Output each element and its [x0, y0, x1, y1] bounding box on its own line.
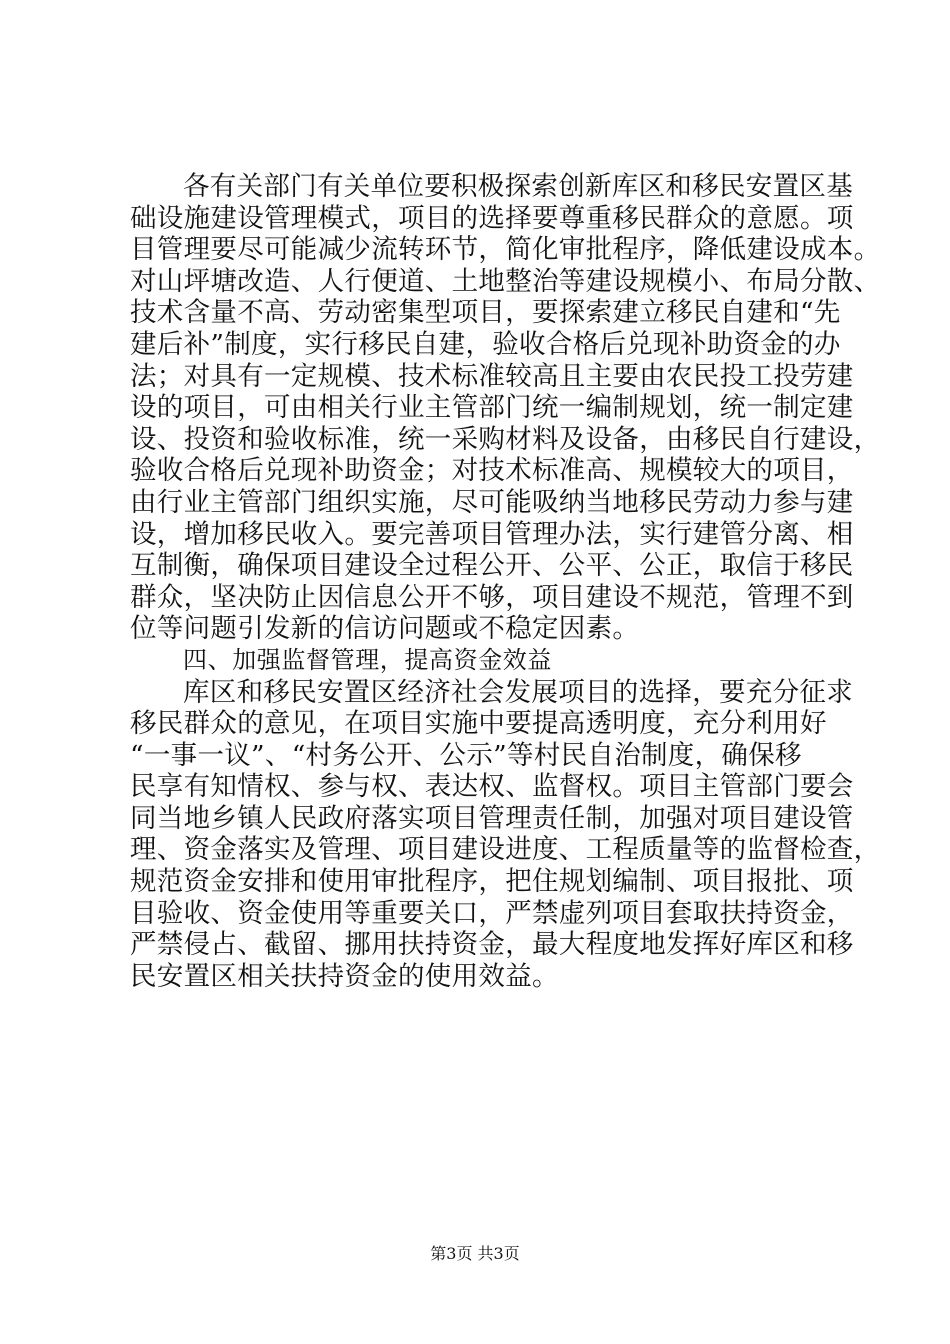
section-heading: 四、加强监督管理，提高资金效益	[183, 645, 552, 674]
text-line: 建后补”制度，实行移民自建，验收合格后兑现补助资金的办	[130, 328, 841, 360]
text-line: 规范资金安排和使用审批程序，把住规划编制、项目报批、项	[130, 866, 854, 898]
text-line: 目管理要尽可能减少流转环节，简化审批程序，降低建设成本。	[130, 234, 881, 266]
text-line: “一事一议”、“村务公开、公示”等村民自治制度，确保移	[130, 739, 802, 771]
text-line: 础设施建设管理模式，项目的选择要尊重移民群众的意愿。项	[130, 202, 854, 234]
text-line: 理、资金落实及管理、项目建设进度、工程质量等的监督检查，	[130, 834, 881, 866]
text-line: 移民群众的意见，在项目实施中要提高透明度，充分利用好	[130, 708, 827, 740]
text-line: 严禁侵占、截留、挪用扶持资金，最大程度地发挥好库区和移	[130, 929, 854, 961]
page-number-footer: 第3页 共3页	[430, 1244, 520, 1263]
text-line: 同当地乡镇人民政府落实项目管理责任制，加强对项目建设管	[130, 802, 854, 834]
text-line: 民享有知情权、参与权、表达权、监督权。项目主管部门要会	[130, 771, 854, 803]
paragraph-2	[130, 676, 881, 993]
document-body	[130, 171, 881, 992]
text-line: 法；对具有一定规模、技术标准较高且主要由农民投工投劳建	[130, 360, 854, 392]
text-line: 由行业主管部门组织实施，尽可能吸纳当地移民劳动力参与建	[130, 486, 854, 518]
text-line: 验收合格后兑现补助资金；对技术标准高、规模较大的项目，	[130, 455, 854, 487]
text-line: 设的项目，可由相关行业主管部门统一编制规划，统一制定建	[130, 392, 854, 424]
text-line: 群众，坚决防止因信息公开不够，项目建设不规范，管理不到	[130, 581, 854, 613]
text-line: 设、投资和验收标准，统一采购材料及设备，由移民自行建设，	[130, 423, 881, 455]
text-line: 目验收、资金使用等重要关口，严禁虚列项目套取扶持资金，	[130, 897, 854, 929]
text-line: 库区和移民安置区经济社会发展项目的选择，要充分征求	[183, 676, 853, 708]
text-line: 位等问题引发新的信访问题或不稳定因素。	[130, 613, 640, 645]
text-line: 技术含量不高、劳动密集型项目，要探索建立移民自建和“先	[130, 297, 841, 329]
paragraph-1	[130, 171, 881, 645]
text-line: 设，增加移民收入。要完善项目管理办法，实行建管分离、相	[130, 518, 854, 550]
text-line: 民安置区相关扶持资金的使用效益。	[130, 960, 559, 992]
text-line: 各有关部门有关单位要积极探索创新库区和移民安置区基	[183, 171, 853, 202]
text-line: 互制衡，确保项目建设全过程公开、公平、公正，取信于移民	[130, 550, 854, 582]
text-line: 对山坪塘改造、人行便道、土地整治等建设规模小、布局分散、	[130, 265, 881, 297]
